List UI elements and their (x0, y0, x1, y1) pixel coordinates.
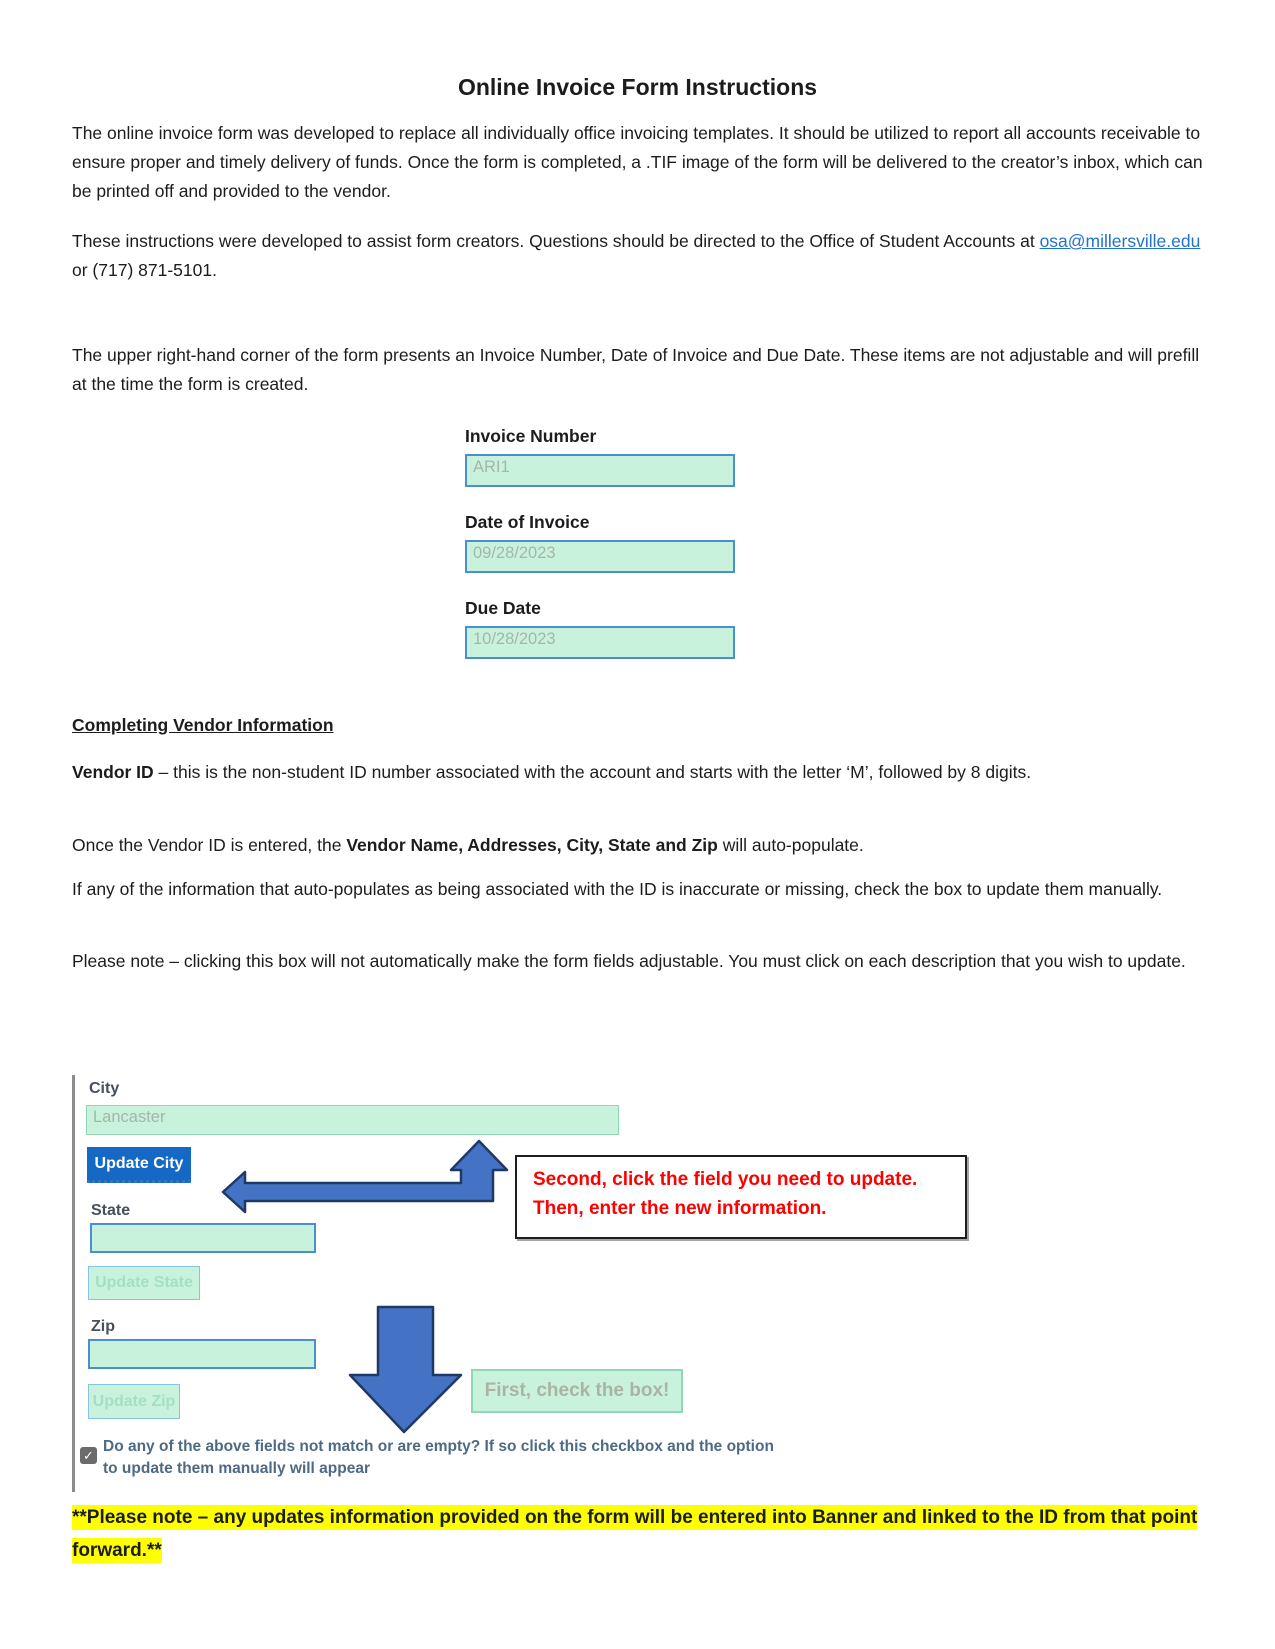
down-arrow (350, 1307, 461, 1432)
date-of-invoice-label: Date of Invoice (465, 512, 590, 532)
manual-update-checkbox-label: Do any of the above fields not match or are empty? If so click this checkbox and the option to update them manually will appear (103, 1438, 774, 1477)
vendor-id-paragraph: Vendor ID – this is the non-student ID number associated with the account and starts with the letter ‘M’, followed by 8 digits. (72, 762, 1032, 782)
update-zip-button[interactable]: Update Zip (88, 1384, 180, 1419)
annotation-arrows (75, 1075, 1210, 1492)
zip-field[interactable] (88, 1339, 316, 1369)
inaccurate-info-paragraph: If any of the information that auto-populates as being associated with the ID is inaccurate or missing, check the box to update them manually. (72, 879, 1163, 899)
due-date-group (465, 598, 735, 659)
due-date-field[interactable] (465, 626, 735, 659)
invoice-number-value: ARI1 (473, 458, 510, 476)
email-link[interactable]: osa@millersville.edu (1039, 231, 1201, 251)
second-step-line-1: Second, click the field you need to update. (533, 1169, 918, 1190)
invoice-number-group (465, 426, 735, 487)
checkmark-icon: ✓ (83, 1447, 94, 1463)
elbow-arrow (223, 1141, 507, 1212)
second-step-line-2: Then, enter the new information. (533, 1198, 827, 1219)
zip-label: Zip (91, 1318, 115, 1335)
banner-update-note: **Please note – any updates information provided on the form will be entered into Banner and linked to the ID from that point forward.** (72, 1507, 1198, 1561)
due-date-label: Due Date (465, 598, 541, 618)
invoice-number-field[interactable] (465, 454, 735, 487)
auto-populate-paragraph: Once the Vendor ID is entered, the Vendor Name, Addresses, City, State and Zip will auto-populate. (72, 835, 864, 855)
date-of-invoice-field[interactable] (465, 540, 735, 573)
intro-paragraph-2: These instructions were developed to assist form creators. Questions should be directed to the Office of Student Accounts at osa@millersville.edu or (717) 871-5101. (72, 231, 1201, 280)
update-city-button[interactable]: Update City (87, 1147, 191, 1183)
update-state-button[interactable]: Update State (88, 1266, 200, 1300)
second-step-callout (515, 1155, 967, 1239)
state-field[interactable] (90, 1223, 316, 1253)
city-label: City (89, 1080, 120, 1097)
city-value: Lancaster (93, 1108, 166, 1126)
date-of-invoice-group (465, 512, 735, 573)
manual-update-checkbox[interactable] (80, 1447, 97, 1464)
vendor-section-heading: Completing Vendor Information (72, 715, 334, 735)
first-step-callout: First, check the box! (471, 1369, 683, 1413)
form-example-screenshot (72, 1075, 1210, 1492)
invoice-corner-paragraph: The upper right-hand corner of the form presents an Invoice Number, Date of Invoice and Due Date. These items are not adjustable and will prefill at the time the form is created. (72, 345, 1200, 394)
invoice-number-label: Invoice Number (465, 426, 597, 446)
intro-paragraph-1: The online invoice form was developed to replace all individually office invoicing templates. It should be utilized to report all accounts receivable to ensure proper and timely delivery of funds. Once the form is completed, a .TIF image of the form will be delivered to the creator’s inbox, which can be printed off and provided to the vendor. (72, 123, 1203, 201)
please-note-paragraph: Please note – clicking this box will not automatically make the form fields adjustable. You must click on each description that you wish to update. (72, 951, 1186, 971)
date-of-invoice-value: 09/28/2023 (473, 544, 556, 562)
page-title: Online Invoice Form Instructions (457, 74, 818, 100)
city-field[interactable] (86, 1105, 619, 1135)
invoice-fields-example (465, 426, 735, 684)
due-date-value: 10/28/2023 (473, 630, 556, 648)
state-label: State (91, 1202, 131, 1219)
